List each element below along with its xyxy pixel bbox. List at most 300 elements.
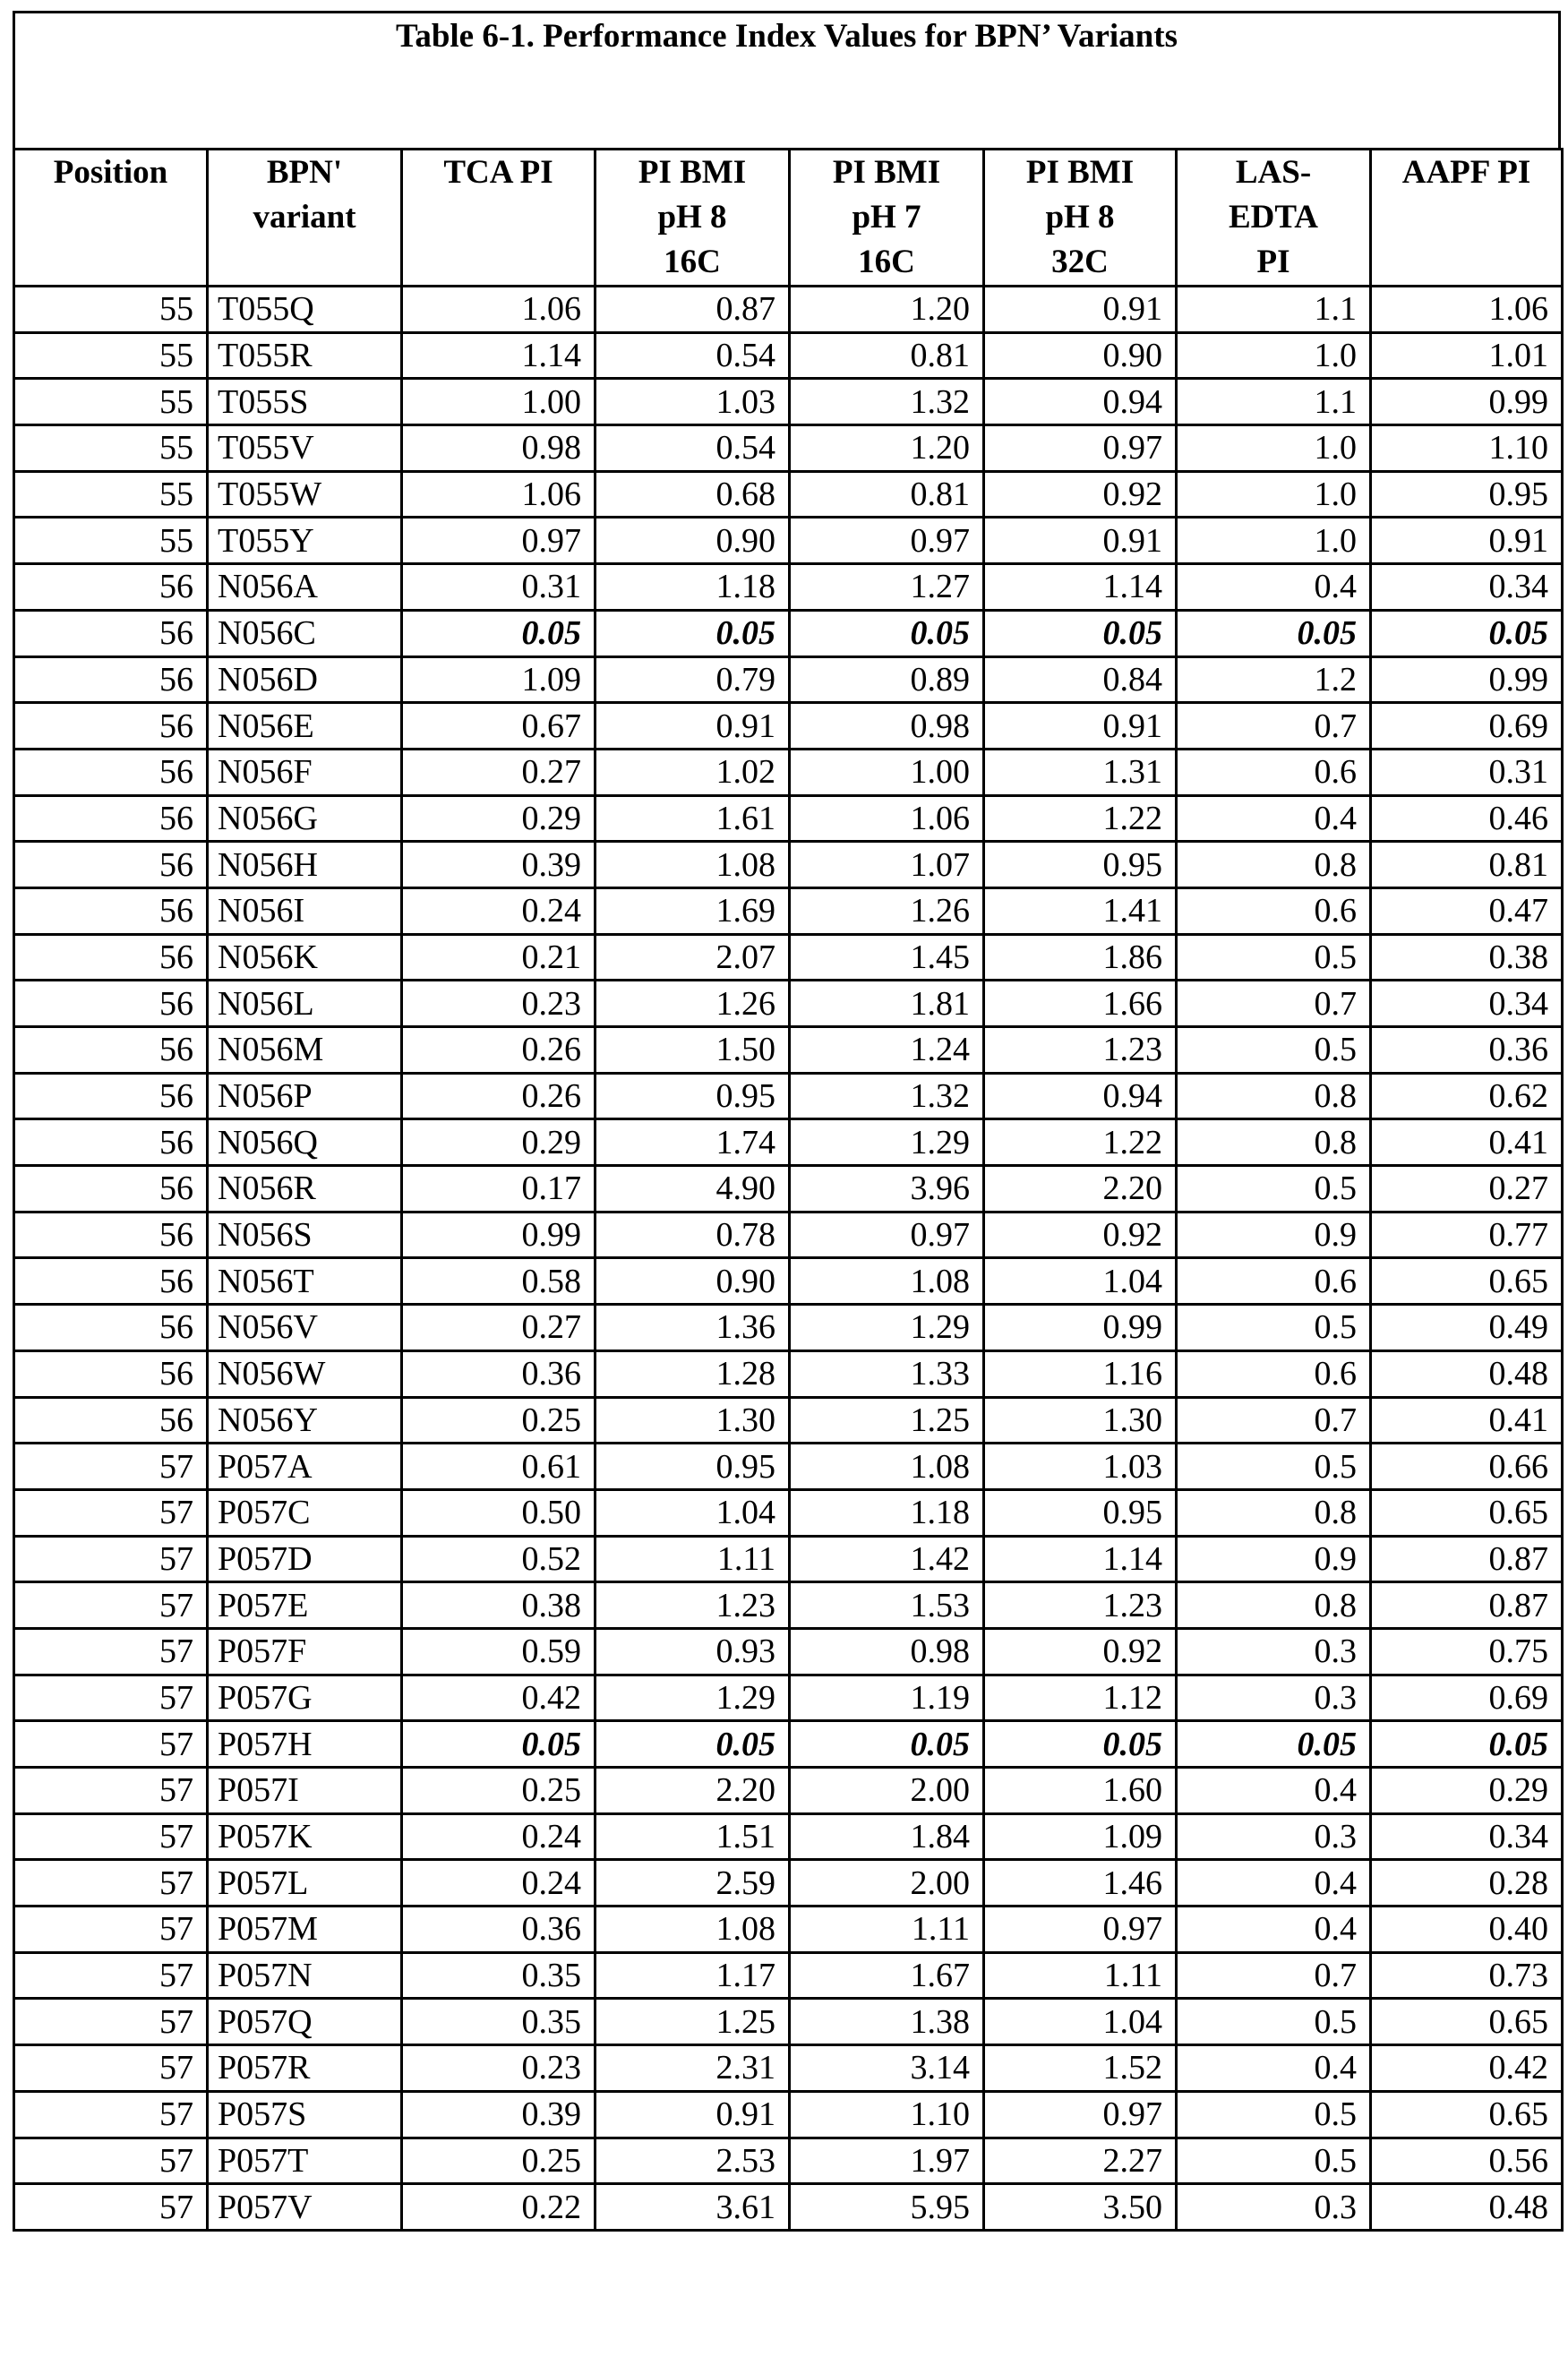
position-cell: 57 bbox=[14, 2045, 208, 2092]
value-cell: 0.7 bbox=[1177, 1952, 1371, 1999]
value-cell: 1.06 bbox=[402, 287, 595, 333]
table-row bbox=[14, 332, 1563, 379]
column-header: PI BMI pH 8 32C bbox=[984, 150, 1177, 287]
value-cell: 1.0 bbox=[1177, 471, 1371, 518]
variant-cell: P057Q bbox=[208, 1999, 402, 2045]
value-cell: 0.91 bbox=[595, 703, 790, 750]
value-cell: 1.18 bbox=[790, 1489, 984, 1536]
value-cell: 1.0 bbox=[1177, 332, 1371, 379]
value-cell: 1.52 bbox=[984, 2045, 1177, 2092]
value-cell: 0.4 bbox=[1177, 795, 1371, 842]
value-cell: 1.97 bbox=[790, 2138, 984, 2184]
variant-cell: P057S bbox=[208, 2091, 402, 2138]
value-cell: 0.6 bbox=[1177, 1350, 1371, 1397]
value-cell: 1.29 bbox=[790, 1305, 984, 1351]
value-cell: 1.32 bbox=[790, 1073, 984, 1119]
value-cell: 0.98 bbox=[790, 1628, 984, 1675]
value-cell: 1.28 bbox=[595, 1350, 790, 1397]
table-body bbox=[14, 287, 1563, 2231]
position-cell: 55 bbox=[14, 471, 208, 518]
value-cell: 1.41 bbox=[984, 887, 1177, 934]
value-cell: 0.3 bbox=[1177, 2184, 1371, 2231]
value-cell: 1.27 bbox=[790, 564, 984, 611]
value-cell: 1.08 bbox=[595, 842, 790, 888]
variant-cell: P057N bbox=[208, 1952, 402, 1999]
position-cell: 57 bbox=[14, 1860, 208, 1907]
value-cell: 0.8 bbox=[1177, 1489, 1371, 1536]
value-cell: 1.26 bbox=[790, 887, 984, 934]
value-cell: 0.91 bbox=[984, 287, 1177, 333]
value-cell: 2.31 bbox=[595, 2045, 790, 2092]
value-cell: 1.45 bbox=[790, 934, 984, 981]
value-cell: 1.12 bbox=[984, 1675, 1177, 1721]
table-row bbox=[14, 1027, 1563, 1074]
position-cell: 56 bbox=[14, 1258, 208, 1305]
variant-cell: T055W bbox=[208, 471, 402, 518]
position-cell: 57 bbox=[14, 2091, 208, 2138]
value-cell: 1.14 bbox=[984, 1536, 1177, 1582]
variant-cell: P057D bbox=[208, 1536, 402, 1582]
value-cell: 0.61 bbox=[402, 1444, 595, 1490]
value-cell: 1.03 bbox=[984, 1444, 1177, 1490]
value-cell: 1.0 bbox=[1177, 518, 1371, 564]
value-cell: 4.90 bbox=[595, 1166, 790, 1212]
position-cell: 57 bbox=[14, 1907, 208, 1953]
value-cell: 0.5 bbox=[1177, 1027, 1371, 1074]
value-cell: 1.10 bbox=[1371, 425, 1563, 472]
table-row bbox=[14, 842, 1563, 888]
value-cell: 1.22 bbox=[984, 1119, 1177, 1166]
value-cell: 3.61 bbox=[595, 2184, 790, 2231]
value-cell: 1.1 bbox=[1177, 287, 1371, 333]
value-cell: 0.91 bbox=[1371, 518, 1563, 564]
variant-cell: P057T bbox=[208, 2138, 402, 2184]
value-cell: 0.5 bbox=[1177, 1166, 1371, 1212]
value-cell: 0.97 bbox=[402, 518, 595, 564]
value-cell: 1.67 bbox=[790, 1952, 984, 1999]
table-row bbox=[14, 1813, 1563, 1860]
value-cell: 0.4 bbox=[1177, 2045, 1371, 2092]
value-cell: 2.27 bbox=[984, 2138, 1177, 2184]
position-cell: 57 bbox=[14, 2138, 208, 2184]
value-cell: 0.79 bbox=[595, 656, 790, 703]
value-cell: 1.33 bbox=[790, 1350, 984, 1397]
position-cell: 56 bbox=[14, 1166, 208, 1212]
position-cell: 57 bbox=[14, 1999, 208, 2045]
value-cell: 1.06 bbox=[790, 795, 984, 842]
value-cell: 0.87 bbox=[595, 287, 790, 333]
value-cell: 0.39 bbox=[402, 842, 595, 888]
value-cell: 1.86 bbox=[984, 934, 1177, 981]
value-cell: 1.25 bbox=[595, 1999, 790, 2045]
value-cell: 1.11 bbox=[595, 1536, 790, 1582]
value-cell: 0.50 bbox=[402, 1489, 595, 1536]
value-cell: 0.48 bbox=[1371, 1350, 1563, 1397]
value-cell: 2.00 bbox=[790, 1860, 984, 1907]
value-cell: 0.29 bbox=[1371, 1768, 1563, 1814]
position-cell: 56 bbox=[14, 610, 208, 656]
variant-cell: N056M bbox=[208, 1027, 402, 1074]
table-row bbox=[14, 1305, 1563, 1351]
value-cell: 1.29 bbox=[595, 1675, 790, 1721]
table-row bbox=[14, 1907, 1563, 1953]
value-cell: 0.49 bbox=[1371, 1305, 1563, 1351]
value-cell: 1.0 bbox=[1177, 425, 1371, 472]
variant-cell: N056S bbox=[208, 1212, 402, 1258]
value-cell: 0.31 bbox=[1371, 749, 1563, 795]
value-cell: 0.38 bbox=[402, 1582, 595, 1629]
value-cell: 1.81 bbox=[790, 981, 984, 1027]
value-cell: 0.29 bbox=[402, 1119, 595, 1166]
variant-cell: N056R bbox=[208, 1166, 402, 1212]
position-cell: 56 bbox=[14, 981, 208, 1027]
value-cell: 0.7 bbox=[1177, 703, 1371, 750]
table-row bbox=[14, 518, 1563, 564]
value-cell: 0.25 bbox=[402, 2138, 595, 2184]
table-row bbox=[14, 1768, 1563, 1814]
position-cell: 57 bbox=[14, 1813, 208, 1860]
value-cell: 0.5 bbox=[1177, 1999, 1371, 2045]
value-cell: 1.26 bbox=[595, 981, 790, 1027]
value-cell: 0.42 bbox=[1371, 2045, 1563, 2092]
value-cell: 0.05 bbox=[790, 1721, 984, 1768]
value-cell: 1.04 bbox=[595, 1489, 790, 1536]
value-cell: 0.05 bbox=[1371, 610, 1563, 656]
table-row bbox=[14, 1073, 1563, 1119]
variant-cell: N056D bbox=[208, 656, 402, 703]
position-cell: 56 bbox=[14, 703, 208, 750]
variant-cell: T055Q bbox=[208, 287, 402, 333]
value-cell: 0.31 bbox=[402, 564, 595, 611]
value-cell: 0.78 bbox=[595, 1212, 790, 1258]
variant-cell: N056W bbox=[208, 1350, 402, 1397]
value-cell: 1.23 bbox=[984, 1582, 1177, 1629]
table-row bbox=[14, 1675, 1563, 1721]
value-cell: 0.93 bbox=[595, 1628, 790, 1675]
value-cell: 0.46 bbox=[1371, 795, 1563, 842]
value-cell: 0.92 bbox=[984, 1212, 1177, 1258]
value-cell: 0.65 bbox=[1371, 1258, 1563, 1305]
value-cell: 0.40 bbox=[1371, 1907, 1563, 1953]
value-cell: 0.05 bbox=[595, 1721, 790, 1768]
value-cell: 0.69 bbox=[1371, 1675, 1563, 1721]
value-cell: 0.05 bbox=[1371, 1721, 1563, 1768]
position-cell: 56 bbox=[14, 842, 208, 888]
value-cell: 0.54 bbox=[595, 332, 790, 379]
value-cell: 0.7 bbox=[1177, 1397, 1371, 1444]
position-cell: 56 bbox=[14, 887, 208, 934]
value-cell: 1.04 bbox=[984, 1999, 1177, 2045]
value-cell: 0.95 bbox=[984, 842, 1177, 888]
value-cell: 1.29 bbox=[790, 1119, 984, 1166]
value-cell: 0.99 bbox=[1371, 379, 1563, 425]
value-cell: 0.69 bbox=[1371, 703, 1563, 750]
value-cell: 1.09 bbox=[402, 656, 595, 703]
value-cell: 0.21 bbox=[402, 934, 595, 981]
value-cell: 1.74 bbox=[595, 1119, 790, 1166]
position-cell: 56 bbox=[14, 749, 208, 795]
value-cell: 0.89 bbox=[790, 656, 984, 703]
position-cell: 57 bbox=[14, 1444, 208, 1490]
table-row bbox=[14, 2184, 1563, 2231]
value-cell: 0.99 bbox=[402, 1212, 595, 1258]
value-cell: 0.35 bbox=[402, 1999, 595, 2045]
table-row bbox=[14, 887, 1563, 934]
variant-cell: P057R bbox=[208, 2045, 402, 2092]
variant-cell: N056H bbox=[208, 842, 402, 888]
value-cell: 0.98 bbox=[790, 703, 984, 750]
position-cell: 56 bbox=[14, 795, 208, 842]
table-row bbox=[14, 425, 1563, 472]
value-cell: 0.91 bbox=[595, 2091, 790, 2138]
value-cell: 0.5 bbox=[1177, 934, 1371, 981]
position-cell: 55 bbox=[14, 287, 208, 333]
variant-cell: P057A bbox=[208, 1444, 402, 1490]
value-cell: 0.54 bbox=[595, 425, 790, 472]
variant-cell: T055V bbox=[208, 425, 402, 472]
value-cell: 1.06 bbox=[402, 471, 595, 518]
table-row bbox=[14, 2091, 1563, 2138]
value-cell: 1.24 bbox=[790, 1027, 984, 1074]
value-cell: 0.25 bbox=[402, 1397, 595, 1444]
value-cell: 2.53 bbox=[595, 2138, 790, 2184]
table-row bbox=[14, 1489, 1563, 1536]
value-cell: 2.59 bbox=[595, 1860, 790, 1907]
value-cell: 0.97 bbox=[984, 425, 1177, 472]
value-cell: 0.4 bbox=[1177, 564, 1371, 611]
value-cell: 1.60 bbox=[984, 1768, 1177, 1814]
value-cell: 1.46 bbox=[984, 1860, 1177, 1907]
value-cell: 1.36 bbox=[595, 1305, 790, 1351]
position-cell: 56 bbox=[14, 1397, 208, 1444]
position-cell: 56 bbox=[14, 656, 208, 703]
value-cell: 1.32 bbox=[790, 379, 984, 425]
position-cell: 55 bbox=[14, 425, 208, 472]
variant-cell: P057G bbox=[208, 1675, 402, 1721]
value-cell: 0.65 bbox=[1371, 1489, 1563, 1536]
variant-cell: P057K bbox=[208, 1813, 402, 1860]
variant-cell: N056E bbox=[208, 703, 402, 750]
value-cell: 2.20 bbox=[595, 1768, 790, 1814]
value-cell: 0.97 bbox=[790, 1212, 984, 1258]
position-cell: 55 bbox=[14, 379, 208, 425]
table-row bbox=[14, 1350, 1563, 1397]
variant-cell: N056T bbox=[208, 1258, 402, 1305]
value-cell: 0.75 bbox=[1371, 1628, 1563, 1675]
value-cell: 1.18 bbox=[595, 564, 790, 611]
value-cell: 5.95 bbox=[790, 2184, 984, 2231]
value-cell: 0.99 bbox=[984, 1305, 1177, 1351]
table-row bbox=[14, 287, 1563, 333]
value-cell: 1.69 bbox=[595, 887, 790, 934]
table-row bbox=[14, 610, 1563, 656]
column-header: TCA PI bbox=[402, 150, 595, 287]
value-cell: 0.90 bbox=[595, 1258, 790, 1305]
value-cell: 1.02 bbox=[595, 749, 790, 795]
value-cell: 2.20 bbox=[984, 1166, 1177, 1212]
value-cell: 0.6 bbox=[1177, 749, 1371, 795]
value-cell: 0.29 bbox=[402, 795, 595, 842]
value-cell: 0.5 bbox=[1177, 2091, 1371, 2138]
value-cell: 1.06 bbox=[1371, 287, 1563, 333]
value-cell: 0.6 bbox=[1177, 887, 1371, 934]
variant-cell: N056Q bbox=[208, 1119, 402, 1166]
value-cell: 1.20 bbox=[790, 287, 984, 333]
table-row bbox=[14, 1582, 1563, 1629]
variant-cell: P057C bbox=[208, 1489, 402, 1536]
position-cell: 56 bbox=[14, 1027, 208, 1074]
value-cell: 0.9 bbox=[1177, 1536, 1371, 1582]
header-row bbox=[14, 150, 1563, 287]
variant-cell: N056K bbox=[208, 934, 402, 981]
table-row bbox=[14, 1860, 1563, 1907]
value-cell: 1.42 bbox=[790, 1536, 984, 1582]
variant-cell: P057L bbox=[208, 1860, 402, 1907]
value-cell: 0.27 bbox=[402, 1305, 595, 1351]
value-cell: 0.73 bbox=[1371, 1952, 1563, 1999]
value-cell: 0.94 bbox=[984, 379, 1177, 425]
value-cell: 0.05 bbox=[402, 610, 595, 656]
position-cell: 56 bbox=[14, 1305, 208, 1351]
position-cell: 57 bbox=[14, 1489, 208, 1536]
position-cell: 56 bbox=[14, 564, 208, 611]
value-cell: 1.00 bbox=[402, 379, 595, 425]
value-cell: 0.66 bbox=[1371, 1444, 1563, 1490]
value-cell: 0.98 bbox=[402, 425, 595, 472]
value-cell: 0.05 bbox=[1177, 610, 1371, 656]
table-row bbox=[14, 795, 1563, 842]
table-row bbox=[14, 1721, 1563, 1768]
column-header: Position bbox=[14, 150, 208, 287]
value-cell: 1.14 bbox=[402, 332, 595, 379]
value-cell: 0.97 bbox=[984, 1907, 1177, 1953]
position-cell: 57 bbox=[14, 1536, 208, 1582]
value-cell: 1.11 bbox=[984, 1952, 1177, 1999]
value-cell: 0.05 bbox=[984, 610, 1177, 656]
position-cell: 55 bbox=[14, 518, 208, 564]
variant-cell: T055Y bbox=[208, 518, 402, 564]
value-cell: 1.61 bbox=[595, 795, 790, 842]
value-cell: 0.36 bbox=[402, 1350, 595, 1397]
value-cell: 1.19 bbox=[790, 1675, 984, 1721]
value-cell: 0.4 bbox=[1177, 1768, 1371, 1814]
value-cell: 0.6 bbox=[1177, 1258, 1371, 1305]
value-cell: 0.77 bbox=[1371, 1212, 1563, 1258]
value-cell: 1.08 bbox=[595, 1907, 790, 1953]
value-cell: 1.2 bbox=[1177, 656, 1371, 703]
variant-cell: P057M bbox=[208, 1907, 402, 1953]
value-cell: 1.01 bbox=[1371, 332, 1563, 379]
table-row bbox=[14, 1444, 1563, 1490]
variant-cell: N056P bbox=[208, 1073, 402, 1119]
performance-table-container bbox=[13, 11, 1561, 2232]
position-cell: 57 bbox=[14, 1582, 208, 1629]
value-cell: 0.59 bbox=[402, 1628, 595, 1675]
value-cell: 0.36 bbox=[1371, 1027, 1563, 1074]
position-cell: 56 bbox=[14, 1212, 208, 1258]
position-cell: 57 bbox=[14, 1628, 208, 1675]
position-cell: 55 bbox=[14, 332, 208, 379]
value-cell: 0.05 bbox=[595, 610, 790, 656]
value-cell: 0.23 bbox=[402, 981, 595, 1027]
value-cell: 0.87 bbox=[1371, 1536, 1563, 1582]
value-cell: 1.23 bbox=[595, 1582, 790, 1629]
value-cell: 0.91 bbox=[984, 518, 1177, 564]
table-row bbox=[14, 1119, 1563, 1166]
value-cell: 0.95 bbox=[984, 1489, 1177, 1536]
variant-cell: T055S bbox=[208, 379, 402, 425]
position-cell: 56 bbox=[14, 1073, 208, 1119]
table-row bbox=[14, 379, 1563, 425]
value-cell: 1.08 bbox=[790, 1444, 984, 1490]
variant-cell: N056G bbox=[208, 795, 402, 842]
value-cell: 1.31 bbox=[984, 749, 1177, 795]
table-row bbox=[14, 564, 1563, 611]
value-cell: 0.5 bbox=[1177, 1305, 1371, 1351]
value-cell: 0.41 bbox=[1371, 1397, 1563, 1444]
performance-index-table bbox=[13, 148, 1564, 2232]
table-row bbox=[14, 1952, 1563, 1999]
value-cell: 0.52 bbox=[402, 1536, 595, 1582]
value-cell: 0.92 bbox=[984, 1628, 1177, 1675]
variant-cell: P057E bbox=[208, 1582, 402, 1629]
column-header: PI BMI pH 8 16C bbox=[595, 150, 790, 287]
value-cell: 0.8 bbox=[1177, 1073, 1371, 1119]
value-cell: 0.24 bbox=[402, 1860, 595, 1907]
value-cell: 1.30 bbox=[595, 1397, 790, 1444]
value-cell: 1.1 bbox=[1177, 379, 1371, 425]
value-cell: 0.39 bbox=[402, 2091, 595, 2138]
value-cell: 0.62 bbox=[1371, 1073, 1563, 1119]
value-cell: 0.3 bbox=[1177, 1628, 1371, 1675]
position-cell: 57 bbox=[14, 1675, 208, 1721]
value-cell: 0.56 bbox=[1371, 2138, 1563, 2184]
value-cell: 1.16 bbox=[984, 1350, 1177, 1397]
value-cell: 1.50 bbox=[595, 1027, 790, 1074]
value-cell: 0.41 bbox=[1371, 1119, 1563, 1166]
position-cell: 56 bbox=[14, 1350, 208, 1397]
variant-cell: P057F bbox=[208, 1628, 402, 1675]
value-cell: 1.00 bbox=[790, 749, 984, 795]
value-cell: 0.9 bbox=[1177, 1212, 1371, 1258]
value-cell: 0.94 bbox=[984, 1073, 1177, 1119]
table-row bbox=[14, 656, 1563, 703]
variant-cell: N056I bbox=[208, 887, 402, 934]
column-header: BPN' variant bbox=[208, 150, 402, 287]
value-cell: 0.97 bbox=[984, 2091, 1177, 2138]
value-cell: 0.58 bbox=[402, 1258, 595, 1305]
value-cell: 0.65 bbox=[1371, 1999, 1563, 2045]
variant-cell: N056L bbox=[208, 981, 402, 1027]
variant-cell: N056C bbox=[208, 610, 402, 656]
value-cell: 0.34 bbox=[1371, 564, 1563, 611]
value-cell: 1.30 bbox=[984, 1397, 1177, 1444]
table-row bbox=[14, 2138, 1563, 2184]
value-cell: 1.51 bbox=[595, 1813, 790, 1860]
value-cell: 0.68 bbox=[595, 471, 790, 518]
value-cell: 0.91 bbox=[984, 703, 1177, 750]
column-header: PI BMI pH 7 16C bbox=[790, 150, 984, 287]
value-cell: 0.27 bbox=[1371, 1166, 1563, 1212]
position-cell: 57 bbox=[14, 1721, 208, 1768]
value-cell: 1.10 bbox=[790, 2091, 984, 2138]
value-cell: 0.05 bbox=[1177, 1721, 1371, 1768]
value-cell: 0.25 bbox=[402, 1768, 595, 1814]
value-cell: 0.90 bbox=[595, 518, 790, 564]
table-row bbox=[14, 1397, 1563, 1444]
value-cell: 0.36 bbox=[402, 1907, 595, 1953]
value-cell: 1.22 bbox=[984, 795, 1177, 842]
